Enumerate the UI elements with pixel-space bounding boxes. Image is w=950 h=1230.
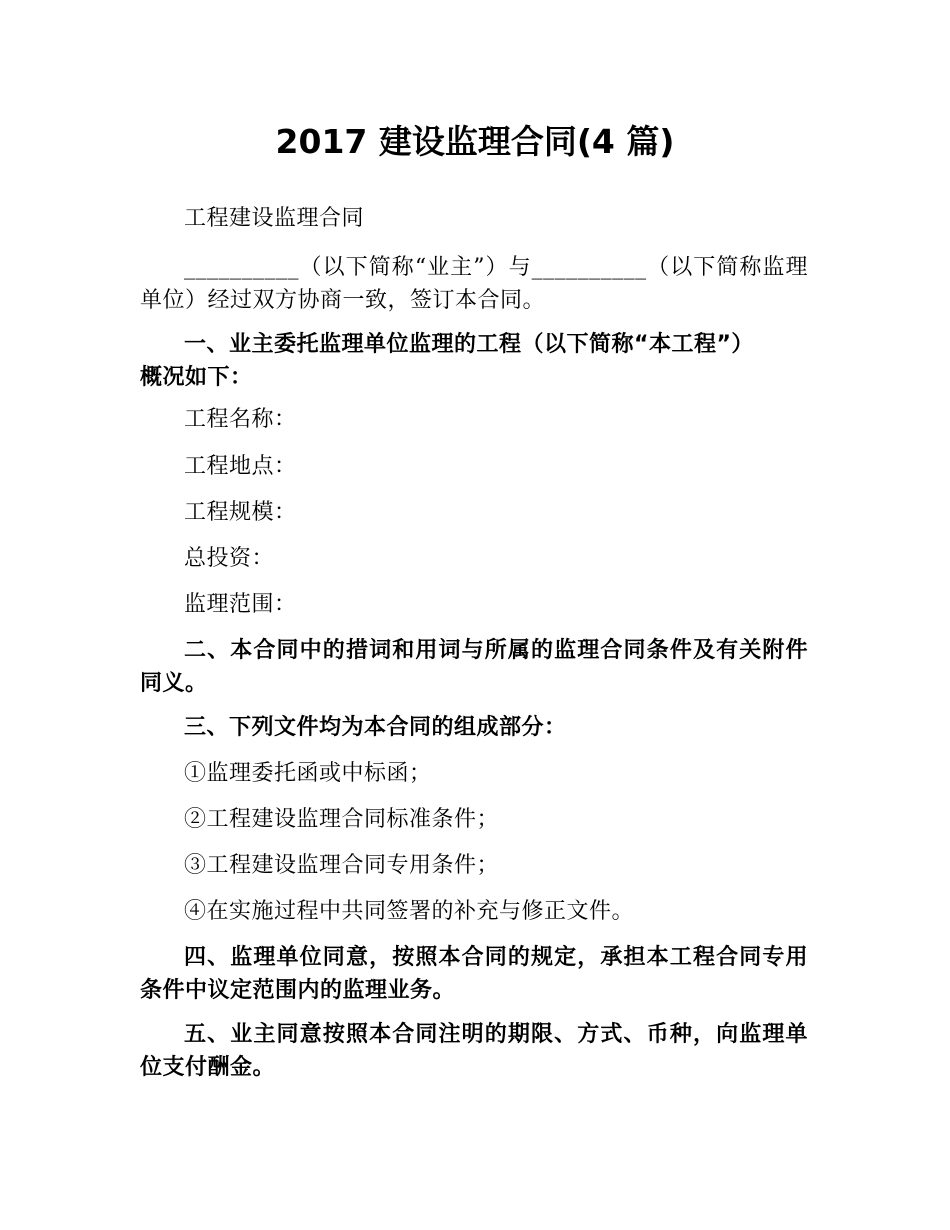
list-item-4: ④在实施过程中共同签署的补充与修正文件。 <box>184 899 635 924</box>
document-title: 2017 建设监理合同(4 篇) <box>275 122 675 161</box>
project-scale-label: 工程规模： <box>184 500 297 525</box>
project-location-label: 工程地点： <box>184 454 297 479</box>
clause-1: 一、业主委托监理单位监理的工程（以下简称“本工程”）概况如下： <box>140 332 754 390</box>
clause-3: 三、下列文件均为本合同的组成部分： <box>184 715 567 740</box>
paragraph-heading: 工程建设监理合同 <box>184 206 365 231</box>
clause-2: 二、本合同中的措词和用词与所属的监理合同条件及有关附件同义。 <box>140 638 808 696</box>
list-item-1: ①监理委托函或中标函； <box>184 761 432 786</box>
clause-5: 五、业主同意按照本合同注明的期限、方式、币种，向监理单位支付酬金。 <box>140 1022 808 1080</box>
clause-4: 四、监理单位同意，按照本合同的规定，承担本工程合同专用条件中议定范围内的监理业务。 <box>140 945 808 1003</box>
total-investment-label: 总投资： <box>184 546 275 571</box>
list-item-3: ③工程建设监理合同专用条件； <box>184 853 500 878</box>
list-item-2: ②工程建设监理合同标准条件； <box>184 807 500 832</box>
paragraph-parties: __________（以下简称“业主”）与__________（以下简称监理单位）经过双方协商一致，签订本合同。 <box>140 255 808 313</box>
supervision-scope-label: 监理范围： <box>184 592 297 617</box>
project-name-label: 工程名称： <box>184 407 297 432</box>
